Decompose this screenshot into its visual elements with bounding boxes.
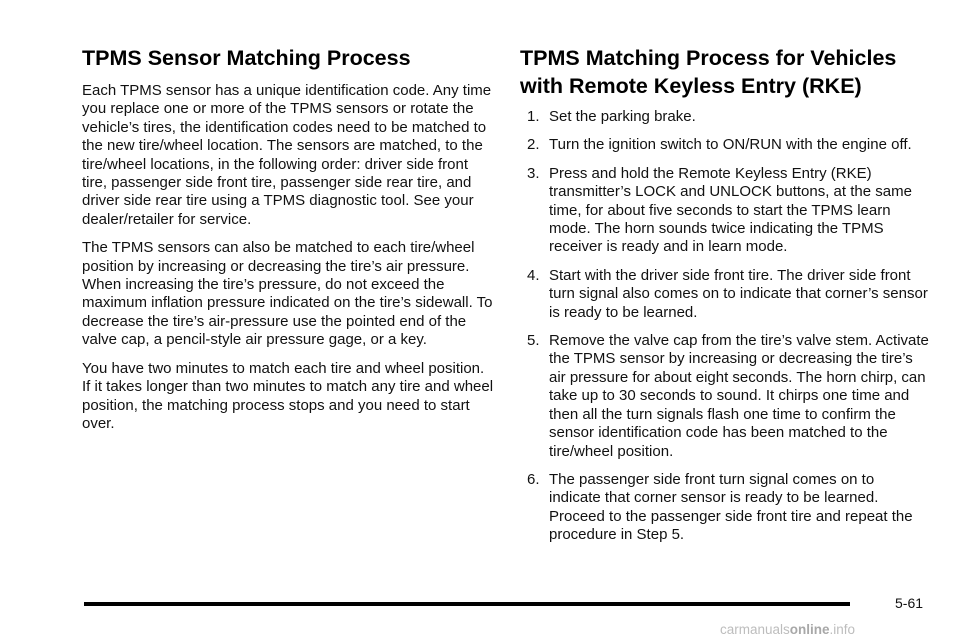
- paragraph-3: You have two minutes to match each tire and wheel position. If it takes longer than two minutes to match any tire and wheel position, the matching process stops and you need to start over.: [82, 359, 494, 432]
- section-title-sensor-matching: TPMS Sensor Matching Process: [82, 46, 411, 70]
- list-item: [527, 108, 930, 126]
- step-text: Start with the driver side front tire. The driver side front turn signal also comes on to indicate that corner’s sensor is ready to be learned.: [549, 266, 928, 321]
- watermark-prefix: carmanuals: [720, 622, 790, 637]
- step-text: Remove the valve cap from the tire’s valve stem. Activate the TPMS sensor by increasing or decreasing the tire’s air pressure for about eight seconds. The horn chirp, can take up to 30 seconds to sound. It chirps one time and then all the turn signals flash one time to confirm the sensor identification code has been matched to the tire/wheel position.: [549, 332, 929, 460]
- watermark-bold: online: [789, 622, 830, 637]
- step-number: 3.: [527, 164, 540, 182]
- left-column: [82, 44, 494, 443]
- step-text: Set the parking brake.: [549, 108, 696, 125]
- footer-divider: [84, 602, 850, 606]
- watermark-suffix: .info: [829, 622, 856, 637]
- paragraph-2: The TPMS sensors can also be matched to each tire/wheel position by increasing or decreasing the tire’s air pressure. When increasing the tire’s pressure, do not exceed the maximum inflation pressure indicated on the tire’s sidewall. To decrease the tire’s air-pressure use the pointed end of the valve cap, a pencil-style air pressure gage, or a key.: [82, 239, 493, 349]
- step-number: 2.: [527, 136, 540, 154]
- step-text: The passenger side front turn signal comes on to indicate that corner sensor is ready to be learned. Proceed to the passenger side front tire and repeat the procedure in Step 5.: [549, 470, 913, 544]
- step-number: 6.: [527, 470, 540, 488]
- step-text: Press and hold the Remote Keyless Entry (RKE) transmitter’s LOCK and UNLOCK buttons, at the same time, for about five seconds to start the TPMS learn mode. The horn sounds twice indicating the TPMS receiver is ready and in learn mode.: [549, 164, 912, 256]
- list-item: [527, 332, 930, 461]
- section-title-rke-matching: TPMS Matching Process for Vehicles with Remote Keyless Entry (RKE): [520, 46, 897, 98]
- right-column: [520, 44, 930, 555]
- step-number: 4.: [527, 266, 540, 284]
- step-number: 5.: [527, 332, 540, 350]
- list-item: [527, 136, 930, 154]
- paragraph-1: Each TPMS sensor has a unique identification code. Any time you replace one or more of the TPMS sensors or rotate the vehicle’s tires, the identification codes need to be matched to the new tire/wheel location. The sensors are matched, to the tire/wheel locations, in the following order: driver side front tire, passenger side front tire, passenger side rear tire, and driver side rear tire using a TPMS diagnostic tool. See your dealer/retailer for service.: [82, 82, 492, 228]
- steps-list: [520, 108, 930, 545]
- step-number: 1.: [527, 108, 540, 125]
- watermark: [720, 622, 855, 638]
- step-text: Turn the ignition switch to ON/RUN with the engine off.: [549, 136, 912, 154]
- list-item: [527, 471, 930, 545]
- list-item: [527, 267, 930, 322]
- page-number: 5-61: [895, 595, 924, 611]
- list-item: [527, 165, 930, 257]
